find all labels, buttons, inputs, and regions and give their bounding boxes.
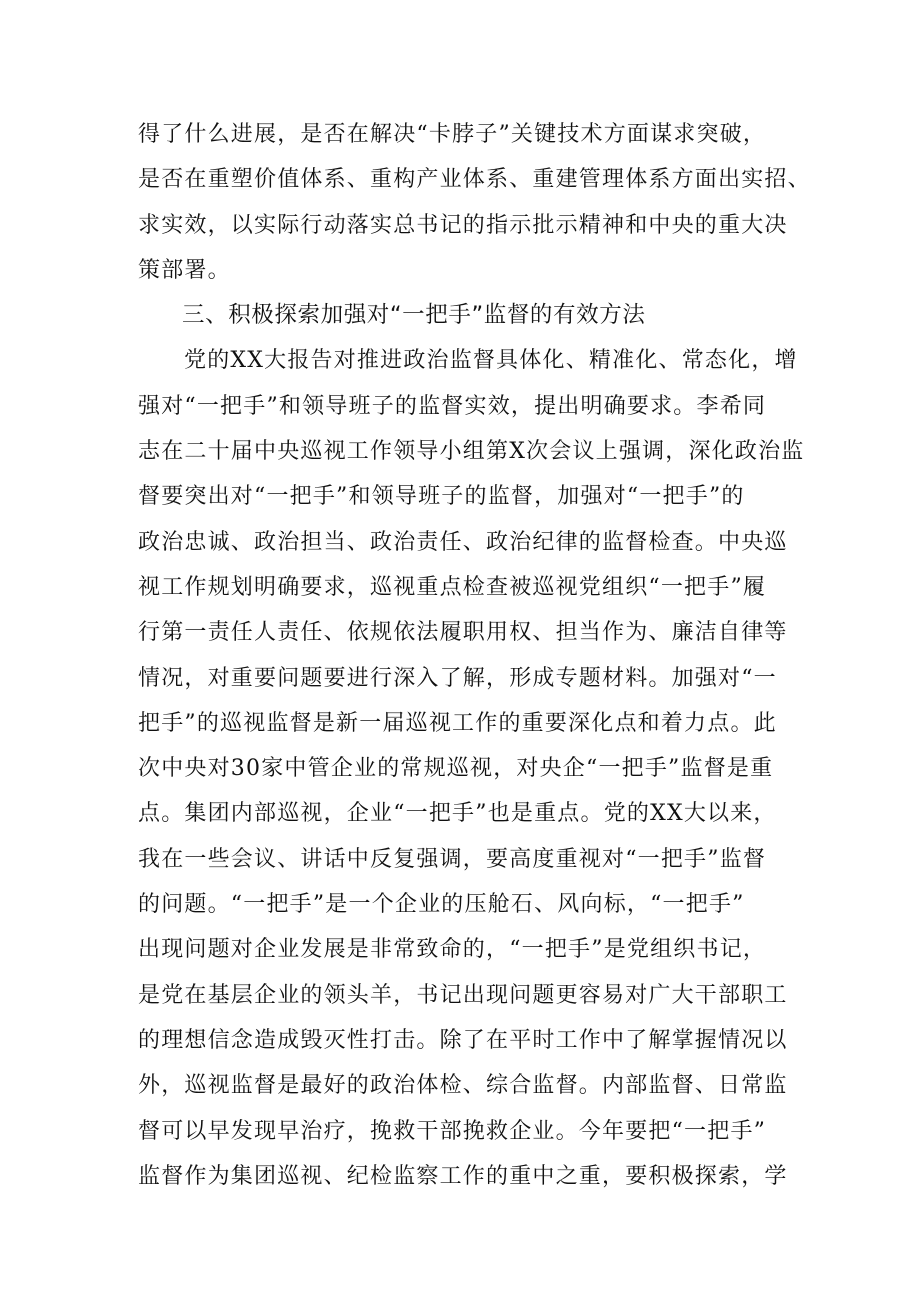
text-line: 是否在重塑价值体系、重构产业体系、重建管理体系方面出实招、 <box>138 167 811 193</box>
text-line: 的问题。“一把手”是一个企业的压舱石、风向标，“一把手” <box>138 892 745 918</box>
text-line: 强对“一把手”和领导班子的监督实效，提出明确要求。李希同 <box>138 393 767 419</box>
paragraph-first-line: 党的XX大报告对推进政治监督具体化、精准化、常态化，增 <box>184 348 798 374</box>
text-line: 求实效，以实际行动落实总书记的指示批示精神和中央的重大决 <box>138 212 788 238</box>
text-line: 的理想信念造成毁灭性打击。除了在平时工作中了解掌握情况以 <box>138 1027 788 1053</box>
text-line: 我在一些会议、讲话中反复强调，要高度重视对“一把手”监督 <box>138 846 767 872</box>
text-line: 行第一责任人责任、依规依法履职用权、担当作为、廉洁自律等 <box>138 620 788 646</box>
text-line: 监督作为集团巡视、纪检监察工作的重中之重，要积极探索，学 <box>138 1163 788 1189</box>
text-line: 视工作规划明确要求，巡视重点检查被巡视党组织“一把手”履 <box>138 574 767 600</box>
text-line: 次中央对30家中管企业的常规巡视，对央企“一把手”监督是重 <box>138 756 774 782</box>
text-line: 督可以早发现早治疗，挽救干部挽救企业。今年要把“一把手” <box>138 1118 767 1144</box>
text-line: 情况，对重要问题要进行深入了解，形成专题材料。加强对“一 <box>138 665 777 691</box>
text-line: 政治忠诚、政治担当、政治责任、政治纪律的监督检查。中央巡 <box>138 529 788 555</box>
text-line: 点。集团内部巡视，企业“一把手”也是重点。党的XX大以来， <box>138 801 777 827</box>
text-line: 是党在基层企业的领头羊，书记出现问题更容易对广大干部职工 <box>138 982 788 1008</box>
text-line: 督要突出对“一把手”和领导班子的监督，加强对“一把手”的 <box>138 484 745 510</box>
text-line: 把手”的巡视监督是新一届巡视工作的重要深化点和着力点。此 <box>138 710 777 736</box>
text-line: 外，巡视监督是最好的政治体检、综合监督。内部监督、日常监 <box>138 1073 788 1099</box>
text-line: 出现问题对企业发展是非常致命的，“一把手”是党组织书记， <box>138 937 767 963</box>
text-line: 得了什么进展，是否在解决“卡脖子”关键技术方面谋求突破， <box>138 122 767 147</box>
text-line: 志在二十届中央巡视工作领导小组第X次会议上强调，深化政治监 <box>138 439 805 465</box>
document-body <box>138 112 811 1199</box>
section-heading: 三、积极探索加强对“一把手”监督的有效方法 <box>182 302 646 329</box>
text-line: 策部署。 <box>138 257 231 283</box>
